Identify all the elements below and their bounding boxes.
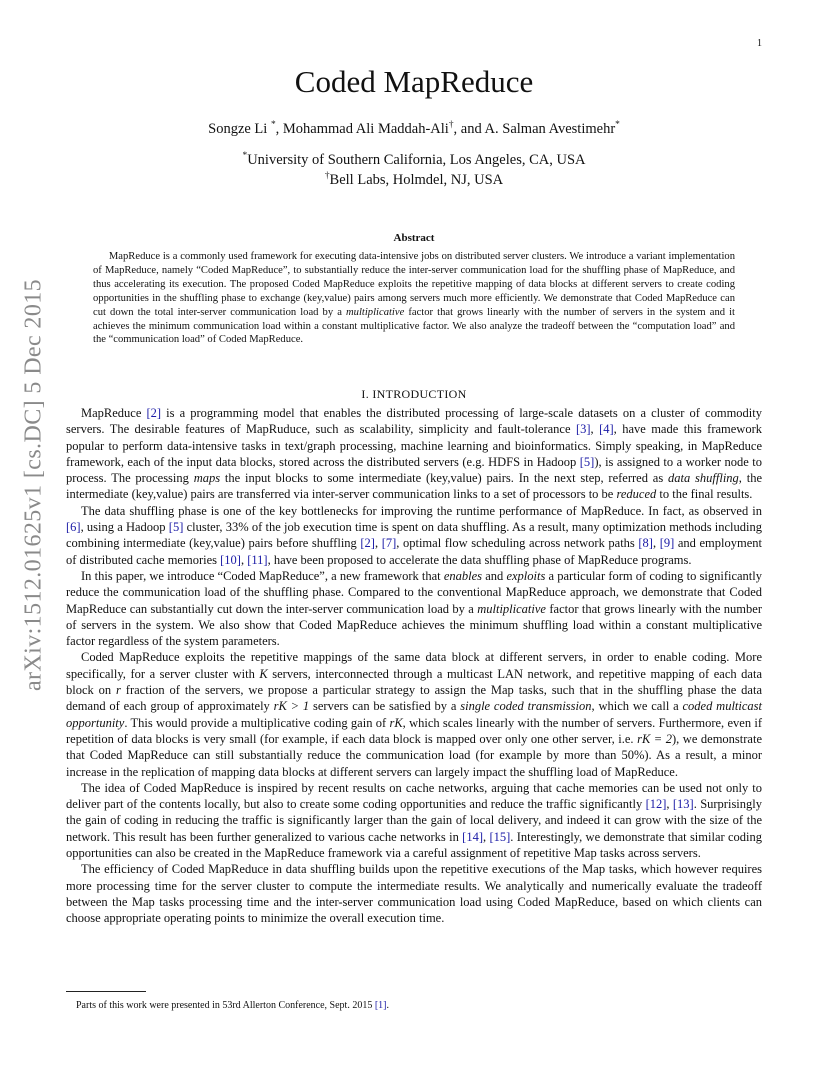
math-expression: rK = 2 [637,731,672,746]
text: , [666,797,673,812]
text: factor that grows linearly with the number of servers in the system. We also show that Coded MapReduce achieves the minimum shuffling load within a constant multiplicative factor regardless of the system parameters. [66,601,762,649]
citation-link[interactable]: [14] [462,829,483,844]
author-name: , and A. Salman Avestimehr [453,120,616,137]
affiliation-text: University of Southern California, Los Angeles, CA, USA [247,151,586,168]
text: , [652,536,660,551]
footnote-divider [66,991,146,992]
text: servers can be satisfied by a [309,699,461,714]
citation-link[interactable]: [13] [672,797,694,812]
author-affiliation-mark: * [615,120,620,130]
citation-link[interactable]: [5] [579,454,595,469]
citation-link[interactable]: [10] [220,552,241,567]
paper-title: Coded MapReduce [294,64,534,99]
abstract-text-part: MapReduce is a commonly used framework for executing data-intensive jobs on distributed server clusters. We introduce a variant implementation of MapReduce, namely “Coded MapReduce”, to substantially reduce the inter-server communication load for the shuffling phase of MapReduce, and thus accelerating its execution. The proposed Coded MapReduce exploits the repetitive mapping of data blocks at different servers to create coding opportunities in the shuffling phase to exchange (key,value) pairs among servers much more efficiently. We demonstrate that Coded MapReduce can cut down the total inter-server communication load by a [93,251,735,318]
text: a particular form of coding to significantly reduce the communication load of the shuffling phase. Compared to the conventional MapReduce approach, we demonstrate that Coded MapReduce can substantially cut down the inter-server communication load by a [66,568,762,616]
citation-link[interactable]: [11] [247,552,268,567]
text: , have made this framework popular to perform data-intensive tasks in text/graph processing, machine learning and bioinformatics. Simply speaking, in MapReduce framework, each of the input data blocks, stored across the distributed servers (e.g. HDFS in Hadoop [66,422,762,469]
section-heading-introduction: I. INTRODUCTION [361,387,467,401]
page-number: 1 [757,38,762,49]
paragraph [66,568,762,649]
emphasis: reduced [616,487,657,502]
text: is a programming model that enables the distributed processing of large-scale datasets on a cluster of commodity servers. The desirable features of MapRuduce, such as scalability, simplicity and fault-tolerance [66,406,762,437]
text: ), is assigned to a worker node to process. The processing [66,454,762,486]
citation-link[interactable]: [15] [489,829,511,844]
abstract-heading: Abstract [393,232,435,244]
text: to the final results. [656,487,753,502]
text: and [482,568,507,583]
affiliation-bell-labs [0,171,828,189]
abstract-text [93,250,735,347]
citation-link[interactable]: [2] [146,406,162,420]
citation-link[interactable]: [1] [374,1000,387,1011]
text: the input blocks to some intermediate (key,value) pairs. In the next step, referred as [220,471,668,486]
text: The idea of Coded MapReduce is inspired by recent results on cache networks, arguing that cache memories can be used not only to deliver part of the contents locally, but also to create some coding opportunities and reduce the traffic significantly [66,780,762,812]
introduction-body [66,405,762,927]
citation-link[interactable]: [7] [381,536,397,551]
citation-link[interactable]: [5] [168,520,184,535]
text: . Surprisingly the gain of coding in reducing the traffic is significantly larger than the gain of local delivery, and indeed it can grow with the size of the network. This result has been further generalized to various cache networks in [66,797,763,844]
text: and employment of distributed cache memories [66,536,762,567]
text: , [590,422,600,437]
text: servers, interconnected through a multicast LAN network, and repetitive mapping of each data block on [66,666,762,698]
emphasis: maps [193,471,221,486]
author-name: Songze Li [208,120,268,137]
text: , optimal flow scheduling across network paths [396,536,639,551]
citation-link[interactable]: [12] [645,797,667,812]
citation-link[interactable]: [3] [575,422,591,437]
footnote [76,1000,389,1011]
paragraph [66,780,762,861]
math-expression: rK [389,715,403,730]
author-name: , Mohammad Ali Maddah-Ali [275,120,449,137]
citation-link[interactable]: [8] [638,536,653,551]
paragraph [66,861,762,926]
emphasis: exploits [506,568,546,583]
text: , have been proposed to accelerate the data shuffling phase of MapReduce programs. [267,552,692,567]
emphasis: multiplicative [477,601,546,616]
citation-link[interactable]: [9] [659,536,675,551]
affiliation-mark: † [324,171,330,181]
abstract-text-part: factor that grows linearly with the number of servers in the system and it achieves the minimum communication load within a constant multiplicative factor. We also analyze the tradeoff between the “computation load” and the “communication load” of Coded MapReduce. [93,306,736,346]
text: MapReduce [81,406,147,420]
text: Parts of this work were presented in 53rd Allerton Conference, Sept. 2015 [76,1000,375,1011]
text: . This would provide a multiplicative coding gain of [124,715,390,730]
author-affiliation-mark: † [448,120,454,130]
math-expression: rK > 1 [273,699,310,714]
text: cluster, 33% of the job execution time is spent on data shuffling. As a result, many optimization methods including combining intermediate (key,value) pairs before shuffling [66,520,762,551]
text: Coded MapReduce exploits the repetitive mappings of the same data block at different servers, in order to enable coding. More specifically, for a server cluster with [66,650,762,681]
text: fraction of the servers, we propose a particular strategy to assign the Map tasks, such that in the shuffling phase the data demand of each group of approximately [66,683,762,714]
text: , which we call a [591,699,683,714]
text: , [240,552,248,567]
paragraph [66,405,762,503]
text: The efficiency of Coded MapReduce in data shuffling builds upon the repetitive executions of the Map tasks, which however requires more processing time for the server cluster to compute the intermediate results. We analytically and numerically evaluate the tradeoff between the Map tasks processing time and the inter-server communication load using Coded MapReduce, based on which clients can choose appropriate operating points to minimize the overall execution time. [66,862,762,926]
text: , which scales linearly with the number of servers. Furthermore, even if repetition of data blocks is very small (for example, if each data block is mapped over only one other server, i.e. [66,715,762,746]
abstract-emphasis: multiplicative [346,306,405,318]
arxiv-identifier-stamp[interactable]: arXiv:1512.01625v1 [cs.DC] 5 Dec 2015 [20,278,47,692]
author-list [0,120,828,138]
math-symbol: K [259,666,268,681]
math-symbol: r [116,683,121,698]
emphasis: data shuffling [668,471,739,486]
text: , [483,829,490,844]
emphasis: single coded transmission [460,699,592,714]
affiliation-text: Bell Labs, Holmdel, NJ, USA [329,171,504,188]
emphasis: coded multicast opportunity [66,699,763,730]
affiliation-mark: * [242,151,248,161]
text: . [386,1000,389,1011]
citation-link[interactable]: [6] [66,520,81,535]
text: , using a Hadoop [80,520,169,535]
affiliation-usc [0,151,828,169]
text: . Interestingly, we demonstrate that similar coding opportunities can also be created in the MapReduce framework via a careful assignment of repetitive Map tasks across servers. [66,829,763,861]
text: The data shuffling phase is one of the key bottlenecks for improving the runtime performance of MapReduce. In fact, as observed in [81,503,762,518]
text: ), we demonstrate that Coded MapReduce can still substantially reduce the communication load (for example by more than 50%). As a result, a minor increase in the replication of mapping data blocks at different servers can largely impact the shuffling load of MapReduce. [66,731,762,779]
text: , [374,536,382,551]
paragraph [66,649,762,779]
text: In this paper, we introduce “Coded MapReduce”, a new framework that [81,568,444,583]
author-affiliation-mark: * [270,120,276,130]
text: , the intermediate (key,value) pairs are transferred via inter-server communication links to a set of processors to be [66,471,763,502]
emphasis: enables [443,568,483,583]
paragraph [66,503,762,568]
citation-link[interactable]: [4] [599,422,614,437]
citation-link[interactable]: [2] [360,536,375,551]
